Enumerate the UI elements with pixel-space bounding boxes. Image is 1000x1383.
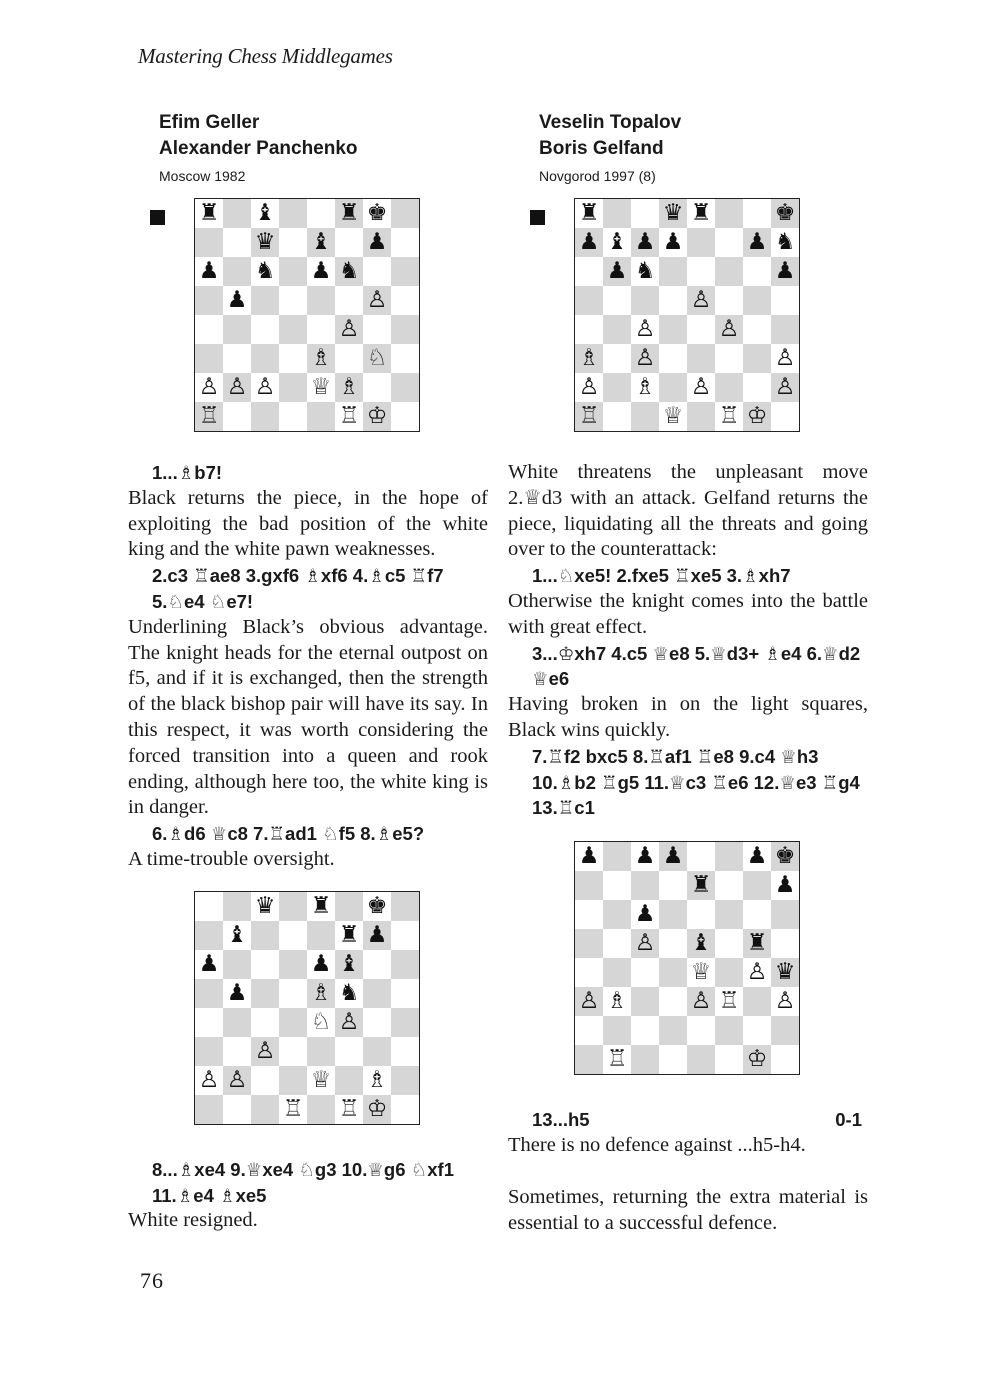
chess-piece-square: ♟	[575, 842, 603, 871]
chess-piece-square: ♚	[363, 199, 391, 228]
board-square	[195, 1008, 223, 1037]
board-square	[391, 228, 419, 257]
chess-piece-square: ♗	[335, 373, 363, 402]
commentary: Black returns the piece, in the hope of exploiting the bad position of the white king and the white pawn weaknesses.	[128, 486, 488, 561]
game-venue: Moscow 1982	[159, 168, 246, 184]
board-square	[575, 1016, 603, 1045]
chess-piece-square: ♙	[687, 373, 715, 402]
board-square	[715, 286, 743, 315]
chess-piece-square: ♙	[335, 315, 363, 344]
chess-piece-square: ♙	[251, 373, 279, 402]
chess-piece-square: ♟	[195, 950, 223, 979]
board-square	[659, 344, 687, 373]
board-square	[687, 402, 715, 431]
chess-piece-square: ♕	[307, 1066, 335, 1095]
black-to-move-marker	[150, 210, 165, 225]
board-square	[279, 315, 307, 344]
diagram-topalov-gelfand-2	[508, 841, 868, 1077]
chess-piece-square: ♟	[631, 228, 659, 257]
board-square	[251, 344, 279, 373]
white-player: Veselin Topalov	[539, 112, 682, 133]
board-square	[743, 871, 771, 900]
board-square	[659, 1016, 687, 1045]
running-header: Mastering Chess Middlegames	[138, 44, 393, 68]
board-square	[715, 958, 743, 987]
board-square	[279, 228, 307, 257]
board-square	[223, 1037, 251, 1066]
chess-piece-square: ♔	[743, 402, 771, 431]
move-text: 3...♔xh7 4.c5 ♕e8 5.♕d3+ ♗e4 6.♕d2 ♕e6	[532, 642, 861, 690]
chess-piece-square: ♟	[603, 257, 631, 286]
board-square	[575, 871, 603, 900]
chess-piece-square: ♗	[307, 979, 335, 1008]
board-square	[603, 402, 631, 431]
board-square	[279, 257, 307, 286]
board-square	[603, 871, 631, 900]
board-square	[391, 257, 419, 286]
chess-piece-square: ♟	[195, 257, 223, 286]
board-square	[195, 892, 223, 921]
board-square	[279, 373, 307, 402]
board-square	[631, 402, 659, 431]
chess-piece-square: ♟	[575, 228, 603, 257]
board-square	[771, 286, 799, 315]
chess-piece-square: ♙	[631, 315, 659, 344]
board-square	[195, 1037, 223, 1066]
commentary: Underlining Black’s obvious advantage. The knight heads for the eternal outpost on f5, and if it is exchanged, then the strength of the black bishop pair will have its say. In this respect, it was worth considering the forced transition into a queen and rook ending, although here too, the white king is in danger.	[128, 615, 488, 819]
chess-piece-square: ♟	[659, 842, 687, 871]
chess-piece-square: ♔	[363, 402, 391, 431]
board-square	[715, 344, 743, 373]
chess-piece-square: ♙	[195, 1066, 223, 1095]
board-square	[687, 1045, 715, 1074]
board-square	[363, 979, 391, 1008]
board-square	[575, 1045, 603, 1074]
board-square	[715, 373, 743, 402]
chess-piece-square: ♙	[687, 286, 715, 315]
board-square	[363, 1037, 391, 1066]
move-text: 2.c3 ♖ae8 3.gxf6 ♗xf6 4.♗c5 ♖f7 5.♘e4 ♘e7!	[152, 565, 444, 612]
board-square	[223, 344, 251, 373]
board-square	[715, 842, 743, 871]
board-square	[575, 929, 603, 958]
move-text: 1...♘xe5! 2.fxe5 ♖xe5 3.♗xh7	[532, 565, 791, 587]
chess-piece-square: ♘	[363, 344, 391, 373]
board-square	[223, 402, 251, 431]
board-square	[603, 199, 631, 228]
board-square	[603, 286, 631, 315]
final-move: 13...h5	[532, 1109, 590, 1131]
chess-piece-square: ♙	[251, 1037, 279, 1066]
board-square	[743, 199, 771, 228]
chess-piece-square: ♟	[307, 950, 335, 979]
board-square	[575, 900, 603, 929]
board-square	[659, 929, 687, 958]
board-square	[715, 228, 743, 257]
chess-piece-square: ♖	[715, 402, 743, 431]
chess-piece-square: ♛	[659, 199, 687, 228]
chess-piece-square: ♜	[687, 199, 715, 228]
chess-piece-square: ♟	[743, 228, 771, 257]
board-square	[251, 315, 279, 344]
chess-piece-square: ♕	[687, 958, 715, 987]
move-text: 1...♗b7!	[152, 462, 223, 483]
chess-piece-square: ♟	[743, 842, 771, 871]
board-square	[631, 199, 659, 228]
chess-piece-square: ♟	[631, 842, 659, 871]
move-text: 7.♖f2 bxc5 8.♖af1 ♖e8 9.c4 ♕h3 10.♗b2 ♖g5 11.♕c3 ♖e6 12.♕e3 ♖g4 13.♖c1	[532, 745, 860, 819]
board-square	[195, 286, 223, 315]
chess-piece-square: ♞	[335, 979, 363, 1008]
chess-piece-square: ♙	[575, 373, 603, 402]
chess-piece-square: ♚	[771, 842, 799, 871]
board-square	[603, 842, 631, 871]
board-square	[195, 1095, 223, 1124]
board-square	[195, 921, 223, 950]
black-to-move-marker	[530, 210, 545, 225]
commentary: Sometimes, returning the extra material is essential to a successful defence.	[508, 1185, 868, 1234]
diagram-geller-panchenko-1	[128, 198, 488, 434]
board-square	[251, 921, 279, 950]
board-square	[195, 979, 223, 1008]
chess-piece-square: ♗	[603, 987, 631, 1016]
board-square	[575, 257, 603, 286]
board-square	[251, 1008, 279, 1037]
chess-piece-square: ♙	[575, 987, 603, 1016]
board-square	[335, 344, 363, 373]
board-square	[687, 900, 715, 929]
chess-piece-square: ♞	[335, 257, 363, 286]
chess-piece-square: ♟	[631, 900, 659, 929]
board-square	[307, 921, 335, 950]
chess-piece-square: ♟	[659, 228, 687, 257]
board-square	[335, 1066, 363, 1095]
board-square	[743, 315, 771, 344]
board-square	[307, 1037, 335, 1066]
board-square	[223, 315, 251, 344]
chess-piece-square: ♙	[771, 344, 799, 373]
chess-piece-square: ♙	[743, 958, 771, 987]
board-square	[391, 892, 419, 921]
chess-piece-square: ♝	[307, 228, 335, 257]
board-square	[279, 286, 307, 315]
board-square	[195, 344, 223, 373]
chess-piece-square: ♚	[363, 892, 391, 921]
board-square	[659, 373, 687, 402]
chess-board	[574, 198, 800, 432]
board-square	[251, 1095, 279, 1124]
board-square	[223, 892, 251, 921]
board-square	[575, 315, 603, 344]
board-square	[307, 402, 335, 431]
board-square	[603, 1016, 631, 1045]
chess-board	[574, 841, 800, 1075]
board-square	[687, 257, 715, 286]
chess-piece-square: ♝	[335, 950, 363, 979]
board-square	[687, 228, 715, 257]
board-square	[715, 1045, 743, 1074]
board-square	[715, 929, 743, 958]
chess-piece-square: ♞	[251, 257, 279, 286]
board-square	[715, 900, 743, 929]
board-square	[603, 958, 631, 987]
commentary: White resigned.	[128, 1209, 258, 1232]
chess-piece-square: ♗	[631, 373, 659, 402]
board-square	[391, 1095, 419, 1124]
board-square	[363, 315, 391, 344]
board-square	[391, 979, 419, 1008]
chess-piece-square: ♜	[307, 892, 335, 921]
board-square	[743, 344, 771, 373]
board-square	[279, 402, 307, 431]
game-result: 0-1	[835, 1109, 862, 1131]
chess-piece-square: ♙	[335, 1008, 363, 1037]
board-square	[743, 987, 771, 1016]
board-square	[251, 286, 279, 315]
board-square	[659, 987, 687, 1016]
board-square	[223, 199, 251, 228]
chess-piece-square: ♖	[603, 1045, 631, 1074]
board-square	[307, 286, 335, 315]
chess-piece-square: ♙	[195, 373, 223, 402]
board-square	[335, 286, 363, 315]
chess-piece-square: ♙	[715, 315, 743, 344]
board-square	[363, 1008, 391, 1037]
board-square	[195, 228, 223, 257]
commentary: Having broken in on the light squares, Black wins quickly.	[508, 693, 868, 741]
board-square	[391, 1037, 419, 1066]
board-square	[687, 344, 715, 373]
chess-piece-square: ♖	[195, 402, 223, 431]
board-square	[603, 929, 631, 958]
board-square	[251, 402, 279, 431]
board-square	[363, 257, 391, 286]
chess-piece-square: ♗	[363, 1066, 391, 1095]
board-square	[195, 315, 223, 344]
chess-board	[194, 891, 420, 1125]
chess-piece-square: ♙	[771, 987, 799, 1016]
board-square	[743, 286, 771, 315]
chess-piece-square: ♙	[631, 344, 659, 373]
board-square	[771, 900, 799, 929]
board-square	[715, 257, 743, 286]
chess-piece-square: ♟	[223, 286, 251, 315]
chess-piece-square: ♙	[771, 373, 799, 402]
chess-piece-square: ♙	[223, 1066, 251, 1095]
board-square	[307, 199, 335, 228]
board-square	[603, 900, 631, 929]
chess-piece-square: ♟	[363, 921, 391, 950]
board-square	[603, 344, 631, 373]
chess-piece-square: ♕	[307, 373, 335, 402]
chess-piece-square: ♟	[363, 228, 391, 257]
board-square	[659, 315, 687, 344]
board-square	[659, 958, 687, 987]
game-header-left	[159, 110, 488, 184]
chess-piece-square: ♖	[279, 1095, 307, 1124]
board-square	[391, 286, 419, 315]
board-square	[659, 286, 687, 315]
chess-piece-square: ♛	[251, 892, 279, 921]
board-square	[771, 1045, 799, 1074]
board-square	[391, 1008, 419, 1037]
board-square	[307, 315, 335, 344]
final-move-line	[508, 1107, 868, 1133]
chess-piece-square: ♖	[335, 402, 363, 431]
chess-piece-square: ♛	[771, 958, 799, 987]
board-square	[575, 286, 603, 315]
board-square	[223, 1008, 251, 1037]
board-square	[363, 373, 391, 402]
board-square	[743, 257, 771, 286]
commentary: White threatens the unpleasant move 2.♕d3 with an attack. Gelfand returns the piece, liquidating all the threats and going over to the counterattack:	[508, 461, 868, 561]
board-square	[279, 199, 307, 228]
board-square	[279, 1037, 307, 1066]
board-square	[335, 228, 363, 257]
white-player: Efim Geller	[159, 112, 260, 133]
chess-piece-square: ♜	[687, 871, 715, 900]
chess-piece-square: ♜	[195, 199, 223, 228]
board-square	[743, 1016, 771, 1045]
game-header-right	[539, 110, 868, 184]
board-square	[391, 344, 419, 373]
board-square	[223, 950, 251, 979]
board-square	[631, 286, 659, 315]
chess-piece-square: ♖	[335, 1095, 363, 1124]
chess-piece-square: ♝	[223, 921, 251, 950]
board-square	[363, 950, 391, 979]
board-square	[251, 979, 279, 1008]
chess-piece-square: ♔	[363, 1095, 391, 1124]
board-square	[223, 228, 251, 257]
chess-piece-square: ♛	[251, 228, 279, 257]
board-square	[771, 1016, 799, 1045]
board-square	[687, 1016, 715, 1045]
left-column	[128, 110, 488, 1234]
chess-piece-square: ♔	[743, 1045, 771, 1074]
board-square	[603, 315, 631, 344]
board-square	[391, 373, 419, 402]
board-square	[603, 373, 631, 402]
black-player: Boris Gelfand	[539, 138, 664, 159]
board-square	[575, 958, 603, 987]
board-square	[279, 979, 307, 1008]
board-square	[771, 315, 799, 344]
board-square	[391, 402, 419, 431]
chess-piece-square: ♗	[307, 344, 335, 373]
board-square	[391, 1066, 419, 1095]
chess-piece-square: ♝	[687, 929, 715, 958]
chess-piece-square: ♜	[743, 929, 771, 958]
chess-piece-square: ♝	[251, 199, 279, 228]
board-square	[659, 1045, 687, 1074]
board-square	[279, 344, 307, 373]
move-text: 6.♗d6 ♕c8 7.♖ad1 ♘f5 8.♗e5?	[152, 823, 425, 845]
board-square	[659, 257, 687, 286]
board-square	[251, 950, 279, 979]
board-square	[335, 892, 363, 921]
chess-piece-square: ♚	[771, 199, 799, 228]
commentary: There is no defence against ...h5-h4.	[508, 1133, 806, 1156]
right-column	[508, 110, 868, 1236]
chess-piece-square: ♖	[575, 402, 603, 431]
board-square	[391, 921, 419, 950]
chess-piece-square: ♕	[659, 402, 687, 431]
board-square	[715, 871, 743, 900]
board-square	[223, 257, 251, 286]
board-square	[279, 1066, 307, 1095]
board-square	[631, 1016, 659, 1045]
chess-piece-square: ♜	[335, 921, 363, 950]
move-text: 8...♗xe4 9.♕xe4 ♘g3 10.♕g6 ♘xf1 11.♗e4 ♗xe5	[152, 1158, 454, 1206]
board-square	[279, 921, 307, 950]
board-square	[391, 950, 419, 979]
board-square	[771, 402, 799, 431]
chess-piece-square: ♙	[223, 373, 251, 402]
diagram-topalov-gelfand-1	[508, 198, 868, 434]
chess-piece-square: ♟	[771, 871, 799, 900]
board-square	[307, 1095, 335, 1124]
board-square	[659, 871, 687, 900]
chess-piece-square: ♞	[631, 257, 659, 286]
board-square	[659, 900, 687, 929]
board-square	[391, 315, 419, 344]
chess-piece-square: ♟	[307, 257, 335, 286]
diagram-geller-panchenko-2	[128, 891, 488, 1127]
board-square	[715, 199, 743, 228]
chess-piece-square: ♞	[771, 228, 799, 257]
chess-piece-square: ♜	[575, 199, 603, 228]
chess-piece-square: ♟	[771, 257, 799, 286]
commentary: A time-trouble oversight.	[128, 847, 335, 870]
board-square	[279, 1008, 307, 1037]
board-square	[743, 373, 771, 402]
commentary: Otherwise the knight comes into the battle with great effect.	[508, 589, 868, 638]
chess-piece-square: ♖	[715, 987, 743, 1016]
board-square	[631, 871, 659, 900]
board-square	[631, 1045, 659, 1074]
board-square	[391, 199, 419, 228]
chess-board	[194, 198, 420, 432]
chess-piece-square: ♟	[223, 979, 251, 1008]
board-square	[335, 1037, 363, 1066]
game-venue: Novgorod 1997 (8)	[539, 168, 656, 184]
board-square	[631, 987, 659, 1016]
board-square	[251, 1066, 279, 1095]
chess-piece-square: ♝	[603, 228, 631, 257]
black-player: Alexander Panchenko	[159, 138, 358, 159]
chess-piece-square: ♘	[307, 1008, 335, 1037]
chess-piece-square: ♙	[631, 929, 659, 958]
page-number: 76	[140, 1268, 164, 1293]
board-square	[687, 315, 715, 344]
board-square	[687, 842, 715, 871]
board-square	[631, 958, 659, 987]
chess-piece-square: ♙	[363, 286, 391, 315]
chess-piece-square: ♜	[335, 199, 363, 228]
board-square	[715, 1016, 743, 1045]
board-square	[279, 950, 307, 979]
board-square	[743, 900, 771, 929]
board-square	[771, 929, 799, 958]
chess-piece-square: ♙	[687, 987, 715, 1016]
chess-piece-square: ♗	[575, 344, 603, 373]
board-square	[223, 1095, 251, 1124]
board-square	[279, 892, 307, 921]
